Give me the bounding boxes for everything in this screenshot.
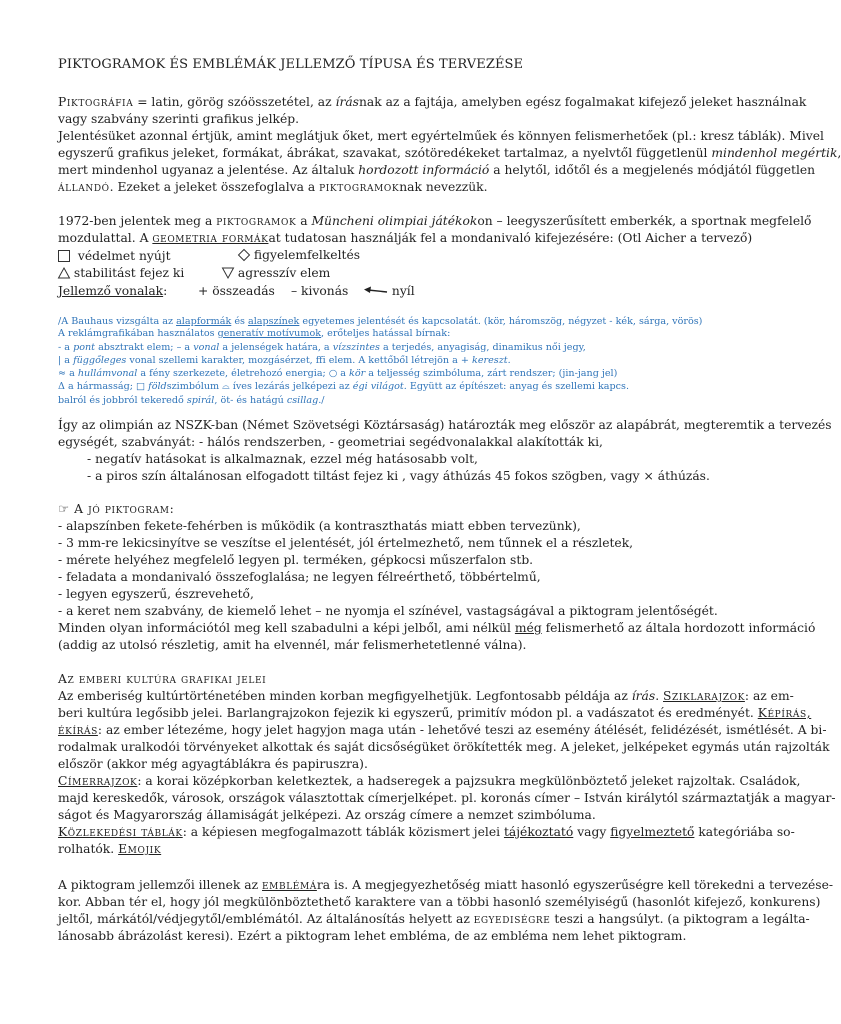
p4-line-7: Minden olyan információtól meg kell szabadulni a képi jelből, ami nélkül még felismerhető az általa hordozott információ: [58, 621, 816, 635]
p3-line-1: Így az olimpián az NSZK-ban (Német Szövetségi Köztársaság) határozták meg először az alapábrát, megteremtik a tervezés: [58, 418, 832, 432]
p2-line-1: 1972-ben jelentek meg a piktogramok a Müncheni olimpiai játékokon – leegyszerűsített emberkék, a sportnak megfelelő: [58, 214, 812, 228]
p6-line-4: lánosabb ábrázolást keresi). Ezért a piktogram lehet embléma, de az embléma nem lehet piktogram.: [58, 929, 687, 943]
p5-line-10: rolhatók. Emojik: [58, 842, 162, 856]
p5-line-1: Az emberiség kultúrtörténetében minden korban megfigyelhetjük. Legfontosabb példája az írás. Sziklarajzok: az em-: [58, 689, 794, 703]
culture-heading: Az emberi kultúra grafikai jelei: [58, 672, 267, 686]
p5-line-7: majd kereskedők, városok, országok választottak címerjelképet. pl. koronás címer – István királytól származtatják a magyar-: [58, 791, 836, 805]
list-item: - legyen egyszerű, észrevehető,: [58, 587, 254, 601]
p1-line-1: Piktográfia = latin, görög szóösszetétel, az írásnak az a fajtája, amelyben egész fogalmakat kifejező jeleket használnak: [58, 95, 807, 109]
p5-line-5: először (akkor még agyagtáblákra és papiruszra).: [58, 757, 368, 771]
p1-line-4: egyszerű grafikus jeleket, formákat, ábrákat, szavakat, szótöredékeket tartalmaz, a nyelvtől függetlenül mindenhol megértik,: [58, 146, 841, 160]
note-line-4: | a függőleges vonal szellemi karakter, mozgásérzet, ffi elem. A kettőből létrejön a + kereszt.: [58, 355, 511, 366]
note-line-3: - a pont absztrakt elem; – a vonal a jelenségek határa, a vízszintes a terjedés, anyagiság, dinamikus női jegy,: [58, 342, 586, 353]
p1-line-2: vagy szabvány szerinti grafikus jelkép.: [58, 112, 300, 126]
p5-line-4: rodalmak uralkodói törvényeket alkottak és saját dicsőségüket örökítették meg. A jeleket, jelképeket egymás után rajzolták: [58, 740, 830, 754]
p3-line-3: - negatív hatásokat is alkalmaznak, ezzel még hatásosabb volt,: [87, 452, 478, 466]
diamond-icon: [238, 249, 250, 261]
p2-line-2: mozdulattal. A geometria formákat tudatosan használják fel a mondanivaló kifejezésére: (Otl Aicher a tervező): [58, 231, 753, 245]
triangle-icon: [58, 267, 70, 279]
p6-line-2: kor. Abban tér el, hogy jól megkülönböztethető karaktere van a többi hasonló személyiségű (hasonlót kifejező, konkurens): [58, 895, 821, 909]
square-icon: [58, 250, 70, 262]
page-title: PIKTOGRAMOK ÉS EMBLÉMÁK JELLEMZŐ TÍPUSA ÉS TERVEZÉSE: [58, 57, 524, 72]
list-item: - a keret nem szabvány, de kiemelő lehet – ne nyomja el színével, vastagságával a piktogram jelentőségét.: [58, 604, 718, 618]
note-line-6: Δ a hármasság; □ földszimbólum ⌓ íves lezárás jelképezi az égi világot. Együtt az építészet: anyag és szellemi kapcs.: [58, 381, 629, 392]
note-line-2: A reklámgrafikában használatos generatív motívumok, erőteljes hatással bírnak:: [58, 328, 451, 339]
note-line-1: /A Bauhaus vizsgálta az alapformák és alapszínek egyetemes jelentését és kapcsolatát. (kör, háromszög, négyzet - kék, sárga, vörös): [58, 316, 703, 327]
inverted-triangle-icon: [222, 267, 234, 279]
p5-line-2: beri kultúra legősibb jelei. Barlangrajzokon fejezik ki egyszerű, primitív módon pl. a vadászatot és eredményét. Képírás,: [58, 706, 812, 720]
p5-line-6: Címerrajzok: a korai középkorban keletkeztek, a hadseregek a pajzsukra megkülönböztető jeleket rajzoltak. Családok,: [58, 774, 801, 788]
list-item: - mérete helyéhez megfelelő legyen pl. terméken, gépkocsi műszerfalon stb.: [58, 553, 534, 567]
arrow-row: nyíl: [364, 284, 415, 299]
p3-line-4: - a piros szín általánosan elfogadott tiltást fejez ki , vagy áthúzás 45 fokos szögben, vagy × áthúzás.: [87, 469, 710, 483]
shape-row-2b: agresszív elem: [222, 266, 330, 281]
arrow-icon: [364, 286, 388, 296]
note-line-5: ≈ a hullámvonal a fény szerkezete, életrehozó energia; ○ a kör a teljesség szimbóluma, zárt rendszer; (jin-jang jel): [58, 368, 618, 379]
note-line-7: balról és jobbról tekeredő spirál, öt- és hatágú csillag./: [58, 395, 325, 406]
p5-line-3: ékírás: az ember létezéme, hogy jelet hagyjon maga után - lehetővé teszi az esemény átélését, felidézését, ismétlését. A bi-: [58, 723, 827, 737]
p1-line-3: Jelentésüket azonnal értjük, amint meglátjuk őket, mert egyértelműek és könnyen felismerhetőek (pl.: kresz táblák). Mivel: [58, 129, 824, 143]
good-pictogram-heading: ☞ A jó piktogram:: [58, 502, 175, 516]
shape-row-1: védelmet nyújt: [58, 249, 171, 264]
list-item: - feladata a mondanivaló összefoglalása; ne legyen félreérthető, többértelmű,: [58, 570, 541, 584]
p6-line-3: jeltől, márkától/védjegytől/emblémától. Az általánosítás helyett az egyediségre teszi a hangsúlyt. (a piktogram a legálta-: [58, 912, 810, 926]
plus-label: + összeadás: [198, 284, 275, 298]
p5-line-8: ságot és Magyarország államiságát jelképezi. Az ország címere a nemzet szimbóluma.: [58, 808, 596, 822]
minus-label: – kivonás: [291, 284, 349, 298]
list-item: - 3 mm-re lekicsinyítve se veszítse el jelentését, jól értelmezhető, nem tűnnek el a részletek,: [58, 536, 634, 550]
p1-line-5: mert mindenhol ugyanaz a jelentése. Az általuk hordozott információ a helytől, időtől és a megjelenés módjától független: [58, 163, 816, 177]
list-item: - alapszínben fekete-fehérben is működik (a kontraszthatás miatt ebben tervezünk),: [58, 519, 581, 533]
shape-row-2: stabilitást fejez ki: [58, 266, 184, 281]
shape-row-1b: figyelemfelkeltés: [238, 248, 360, 263]
p6-line-1: A piktogram jellemzői illenek az emblémára is. A megjegyezhetőség miatt hasonló egyszerűségre kell törekedni a tervezése-: [58, 878, 833, 892]
p5-line-9: Közlekedési táblák: a képiesen megfogalmazott táblák közismert jelei tájékoztató vagy figyelmeztető kategóriába so-: [58, 825, 795, 839]
p3-line-2: egységét, szabványát: - hálós rendszerben, - geometriai segédvonalakkal alakították ki,: [58, 435, 603, 449]
p4-line-8: (addig az utolsó részletig, amit ha elvennél, már felismerhetetlenné válna).: [58, 638, 527, 652]
p1-line-6: állandó. Ezeket a jeleket összefoglalva a piktogramoknak nevezzük.: [58, 180, 488, 194]
lines-row: Jellemző vonalak:: [58, 284, 168, 298]
